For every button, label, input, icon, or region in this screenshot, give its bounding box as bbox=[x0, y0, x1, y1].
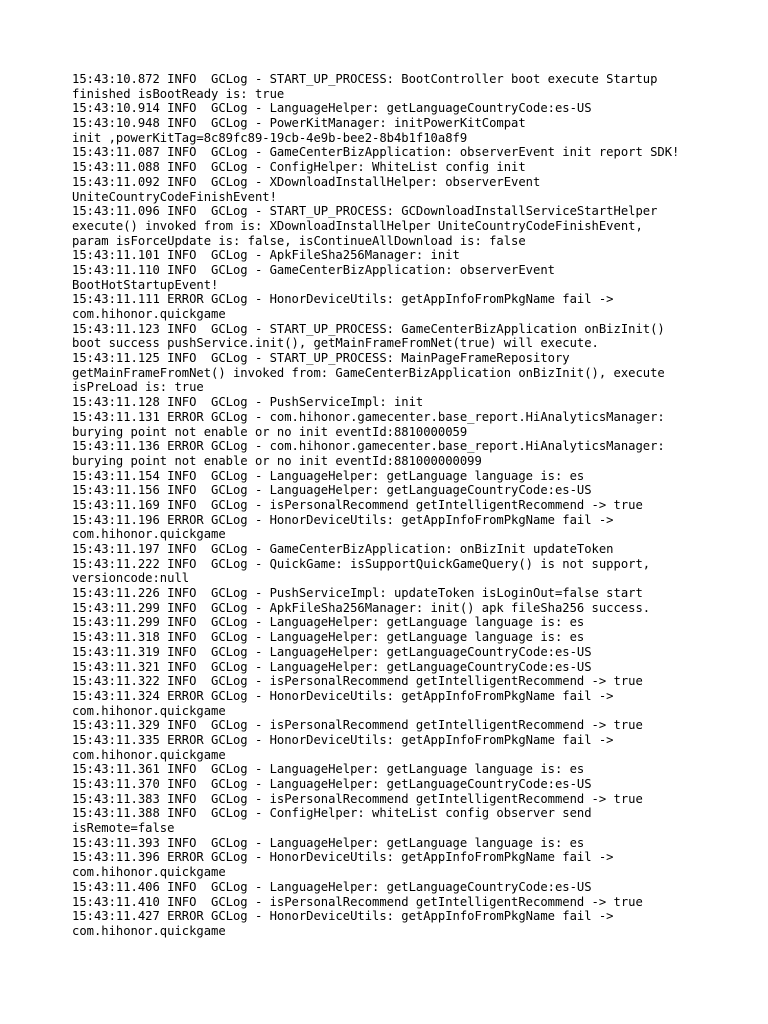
log-line: getMainFrameFromNet() invoked from: GameCenterBizApplication onBizInit(), execute bbox=[72, 365, 665, 380]
log-line: com.hihonor.quickgame bbox=[72, 865, 226, 880]
log-line: 15:43:11.131 ERROR GCLog - com.hihonor.gamecenter.base_report.HiAnalyticsManager: bbox=[72, 409, 665, 424]
log-line: 15:43:11.396 ERROR GCLog - HonorDeviceUtils: getAppInfoFromPkgName fail -> bbox=[72, 850, 614, 865]
log-line: isRemote=false bbox=[72, 821, 175, 836]
log-line: 15:43:11.406 INFO GCLog - LanguageHelper: getLanguageCountryCode:es-US bbox=[72, 879, 592, 894]
log-line: 15:43:11.096 INFO GCLog - START_UP_PROCESS: GCDownloadInstallServiceStartHelper bbox=[72, 204, 658, 219]
log-line: 15:43:11.196 ERROR GCLog - HonorDeviceUtils: getAppInfoFromPkgName fail -> bbox=[72, 512, 614, 527]
log-line: 15:43:11.427 ERROR GCLog - HonorDeviceUtils: getAppInfoFromPkgName fail -> bbox=[72, 909, 614, 924]
log-line: 15:43:11.329 INFO GCLog - isPersonalRecommend getIntelligentRecommend -> true bbox=[72, 718, 643, 733]
log-line: com.hihonor.quickgame bbox=[72, 747, 226, 762]
log-line: 15:43:11.123 INFO GCLog - START_UP_PROCESS: GameCenterBizApplication onBizInit() bbox=[72, 321, 665, 336]
log-line: burying point not enable or no init eventId:8810000059 bbox=[72, 424, 468, 439]
log-line: boot success pushService.init(), getMainFrameFromNet(true) will execute. bbox=[72, 336, 599, 351]
log-line: 15:43:11.087 INFO GCLog - GameCenterBizApplication: observerEvent init report SDK! bbox=[72, 145, 680, 160]
log-line: 15:43:11.154 INFO GCLog - LanguageHelper: getLanguage language is: es bbox=[72, 468, 585, 483]
log-line: execute() invoked from is: XDownloadInstallHelper UniteCountryCodeFinishEvent, bbox=[72, 218, 643, 233]
log-line: com.hihonor.quickgame bbox=[72, 307, 226, 321]
log-line: isPreLoad is: true bbox=[72, 380, 204, 395]
log-line: 15:43:11.318 INFO GCLog - LanguageHelper: getLanguage language is: es bbox=[72, 630, 585, 645]
log-line: 15:43:11.321 INFO GCLog - LanguageHelper: getLanguageCountryCode:es-US bbox=[72, 659, 592, 674]
log-document bbox=[72, 72, 712, 939]
log-line: 15:43:11.322 INFO GCLog - isPersonalRecommend getIntelligentRecommend -> true bbox=[72, 674, 643, 689]
log-line: 15:43:11.383 INFO GCLog - isPersonalRecommend getIntelligentRecommend -> true bbox=[72, 791, 643, 806]
log-line: 15:43:11.410 INFO GCLog - isPersonalRecommend getIntelligentRecommend -> true bbox=[72, 894, 643, 909]
log-line: 15:43:11.110 INFO GCLog - GameCenterBizApplication: observerEvent bbox=[72, 262, 555, 277]
log-line: burying point not enable or no init eventId:881000000099 bbox=[72, 453, 482, 468]
log-line: 15:43:11.156 INFO GCLog - LanguageHelper: getLanguageCountryCode:es-US bbox=[72, 483, 592, 498]
log-line: 15:43:11.226 INFO GCLog - PushServiceImpl: updateToken isLoginOut=false start bbox=[72, 586, 643, 601]
log-line: 15:43:11.136 ERROR GCLog - com.hihonor.gamecenter.base_report.HiAnalyticsManager: bbox=[72, 439, 665, 454]
log-line: 15:43:11.324 ERROR GCLog - HonorDeviceUtils: getAppInfoFromPkgName fail -> bbox=[72, 688, 614, 703]
log-line: 15:43:11.393 INFO GCLog - LanguageHelper: getLanguage language is: es bbox=[72, 835, 585, 850]
log-line: 15:43:11.222 INFO GCLog - QuickGame: isSupportQuickGameQuery() is not support, bbox=[72, 556, 651, 571]
log-line: 15:43:11.128 INFO GCLog - PushServiceImpl: init bbox=[72, 395, 424, 410]
log-line: BootHotStartupEvent! bbox=[72, 277, 219, 292]
log-line: 15:43:11.299 INFO GCLog - LanguageHelper: getLanguage language is: es bbox=[72, 615, 585, 630]
log-line: com.hihonor.quickgame bbox=[72, 527, 226, 542]
log-line: init ,powerKitTag=8c89fc89-19cb-4e9b-bee2-8b4b1f10a8f9 bbox=[72, 130, 468, 145]
log-line: UniteCountryCodeFinishEvent! bbox=[72, 189, 277, 204]
log-line: 15:43:11.370 INFO GCLog - LanguageHelper: getLanguageCountryCode:es-US bbox=[72, 777, 592, 791]
log-line: 15:43:11.088 INFO GCLog - ConfigHelper: WhiteList config init bbox=[72, 160, 526, 175]
log-line: 15:43:11.169 INFO GCLog - isPersonalRecommend getIntelligentRecommend -> true bbox=[72, 497, 643, 512]
log-line: 15:43:10.914 INFO GCLog - LanguageHelper: getLanguageCountryCode:es-US bbox=[72, 101, 592, 116]
log-line: 15:43:11.335 ERROR GCLog - HonorDeviceUtils: getAppInfoFromPkgName fail -> bbox=[72, 732, 614, 747]
log-line: param isForceUpdate is: false, isContinueAllDownload is: false bbox=[72, 233, 526, 248]
log-line: 15:43:11.388 INFO GCLog - ConfigHelper: whiteList config observer send bbox=[72, 806, 592, 821]
log-line: 15:43:11.092 INFO GCLog - XDownloadInstallHelper: observerEvent bbox=[72, 174, 541, 189]
log-line: 15:43:11.299 INFO GCLog - ApkFileSha256Manager: init() apk fileSha256 success. bbox=[72, 600, 651, 615]
log-line: 15:43:11.197 INFO GCLog - GameCenterBizApplication: onBizInit updateToken bbox=[72, 542, 614, 556]
log-line: versioncode:null bbox=[72, 571, 190, 586]
log-line: finished isBootReady is: true bbox=[72, 86, 285, 101]
log-line: com.hihonor.quickgame bbox=[72, 703, 226, 718]
log-line: 15:43:11.111 ERROR GCLog - HonorDeviceUtils: getAppInfoFromPkgName fail -> bbox=[72, 292, 614, 307]
log-line: 15:43:11.361 INFO GCLog - LanguageHelper: getLanguage language is: es bbox=[72, 762, 585, 777]
log-line: 15:43:10.872 INFO GCLog - START_UP_PROCESS: BootController boot execute Startup bbox=[72, 72, 658, 86]
log-line: 15:43:11.125 INFO GCLog - START_UP_PROCESS: MainPageFrameRepository bbox=[72, 351, 570, 366]
log-line: 15:43:11.101 INFO GCLog - ApkFileSha256Manager: init bbox=[72, 248, 460, 263]
log-line: 15:43:10.948 INFO GCLog - PowerKitManager: initPowerKitCompat bbox=[72, 116, 526, 131]
log-line: com.hihonor.quickgame bbox=[72, 923, 226, 938]
log-line: 15:43:11.319 INFO GCLog - LanguageHelper: getLanguageCountryCode:es-US bbox=[72, 644, 592, 659]
